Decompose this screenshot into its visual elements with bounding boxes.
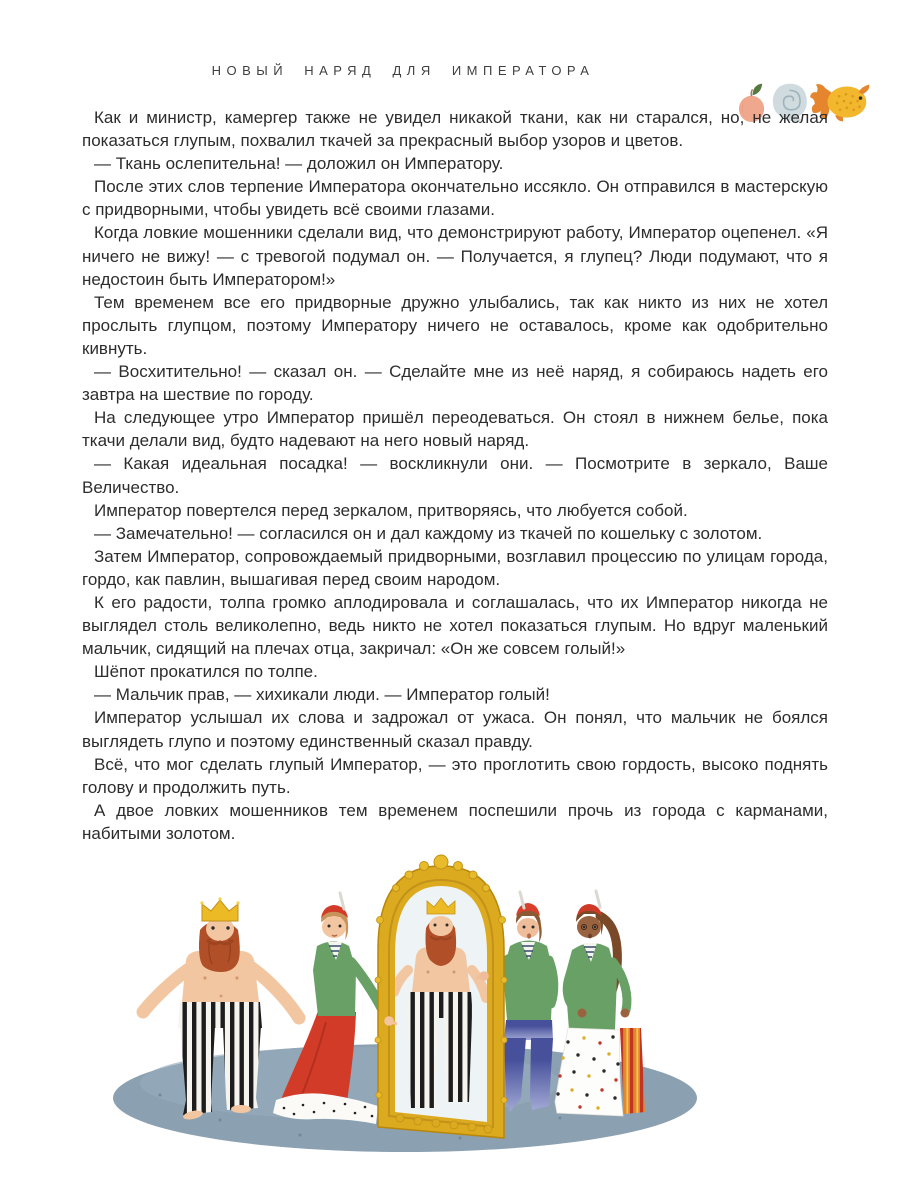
polka-dot-skirt [555, 1028, 623, 1116]
weaver1-feather [340, 893, 344, 909]
emperor-mirror-illustration [40, 850, 800, 1180]
story-paragraph: Когда ловкие мошенники сделали вид, что демонстрируют работу, Император оцепенел. «Я ничего не вижу! — с тревогой подумал он. — Получается, я глупец? Люди подумают, что я недостоин быть Императором!» [82, 223, 828, 289]
weaver2-feather [520, 892, 524, 908]
story-paragraph: Шёпот прокатился по толпе. [94, 662, 318, 682]
weaver2-right-arm [549, 960, 554, 1004]
story-paragraph: — Восхитительно! — сказал он. — Сделайте мне из неё наряд, я собираюсь надеть его завтра на шествие по городу. [82, 362, 828, 405]
story-paragraph: — Какая идеальная посадка! — воскликнули они. — Посмотрите в зеркало, Ваше Величество. [82, 454, 828, 497]
story-paragraph: Всё, что мог сделать глупый Император, — это проглотить свою гордость, высоко поднять голову и продолжить путь. [82, 754, 828, 797]
orange-striped-pants [620, 1028, 645, 1114]
golden-mirror [375, 855, 507, 1138]
story-text [82, 106, 828, 845]
weaver3-feather [596, 891, 600, 907]
weaver-with-skirt [555, 891, 645, 1116]
weaver1-head [322, 916, 346, 938]
emperor-crown [200, 897, 239, 921]
story-paragraph: — Ткань ослепительна! — доложил он Императору. [94, 154, 504, 174]
story-paragraph: К его радости, толпа громко аплодировала и соглашалась, что их Император никогда не выглядел столь великолепно, ведь никто не хотел показаться глупым. Но вдруг маленький мальчик, сидящий на плечах отца, закричал: «Он же совсем голый!» [82, 592, 828, 659]
story-paragraph: — Замечательно! — согласился он и дал каждому из ткачей по кошельку с золотом. [94, 523, 763, 543]
story-paragraph: — Мальчик прав, — хихикали люди. — Император голый! [94, 685, 550, 705]
story-paragraph: Император услышал их слова и задрожал от ужаса. Он понял, что мальчик не боялся выглядеть глупо и поэтому единственный сказал правду. [82, 708, 828, 751]
emperor-right-foot [231, 1105, 251, 1113]
story-paragraph: После этих слов терпение Императора окончательно иссякло. Он отправился в мастерскую с придворными, чтобы увидеть всё своими глазами. [82, 177, 828, 220]
story-paragraph: Как и министр, камергер также не увидел никакой ткани, как ни старался, но, не желая показаться глупым, похвалил ткачей за прекрасный выбор узоров и цветов. [82, 108, 828, 151]
story-paragraph: А двое ловких мошенников тем временем поспешили прочь из города с карманами, набитыми золотом. [82, 800, 828, 843]
story-paragraph: Затем Император, сопровождаемый придворными, возглавил процессию по улицам города, гордо, как павлин, вышагивая перед своим народом. [82, 546, 828, 589]
story-paragraph: На следующее утро Император пришёл переодеваться. Он стоял в нижнем белье, пока ткачи делали вид, будто надевают на него новый наряд. [82, 408, 828, 451]
story-paragraph: Тем временем все его придворные дружно улыбались, так как никто из них не хотел прослыть глупцом, поэтому Императору ничего не оставалось, кроме как одобрительно кивнуть. [82, 292, 828, 358]
story-paragraph: Император повертелся перед зеркалом, притворяясь, что любуется собой. [94, 500, 688, 520]
page-title: НОВЫЙ НАРЯД ДЛЯ ИМПЕРАТОРА [211, 63, 595, 78]
